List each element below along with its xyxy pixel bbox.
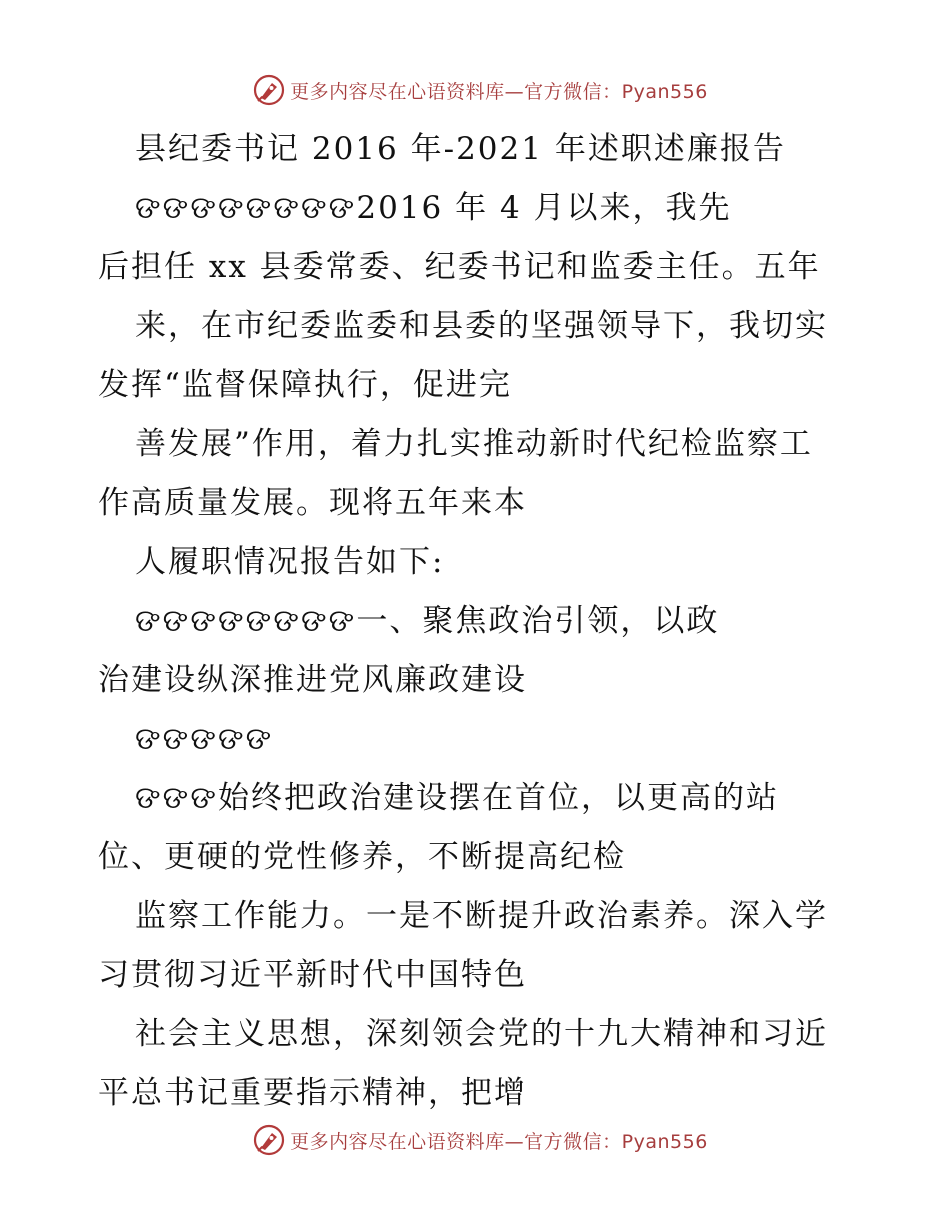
document-body [98, 120, 858, 1123]
document-line: 县纪委书记 2016 年-2021 年述职述廉报告 [135, 131, 786, 167]
document-line: 后担任 xx 县委常委、纪委书记和监委主任。五年 [98, 249, 821, 285]
document-line: 善发展”作用，着力扎实推动新时代纪检监察工 [135, 426, 813, 462]
watermark-text: 更多内容尽在心语资料库—官方微信：Pyan556 [290, 1130, 708, 1153]
document-line: ଙଙଙ始终把政治建设摆在首位，以更高的站 [135, 780, 780, 816]
document-line: 人履职情况报告如下: [135, 544, 445, 580]
document-line: 社会主义思想，深刻领会党的十九大精神和习近 [135, 1016, 828, 1052]
document-line: 监察工作能力。一是不断提升政治素养。深入学 [135, 898, 828, 934]
document-line: 治建设纵深推进党风廉政建设 [98, 662, 527, 698]
pen-nib-logo-icon [252, 73, 286, 107]
document-line: ଙଙଙଙଙଙଙଙ一、聚焦政治引领，以政 [135, 603, 720, 639]
watermark-text: 更多内容尽在心语资料库—官方微信：Pyan556 [290, 80, 708, 103]
document-line: ଙଙଙଙଙ [135, 721, 274, 757]
document-line: 位、更硬的党性修养，不断提高纪检 [98, 839, 626, 875]
document-line: 发挥“监督保障执行，促进完 [98, 367, 512, 403]
watermark-group [252, 1123, 708, 1157]
watermark-banner-bottom [0, 1120, 950, 1160]
document-line: 来，在市纪委监委和县委的坚强领导下，我切实 [135, 308, 828, 344]
watermark-banner-top [0, 70, 950, 110]
watermark-group [252, 73, 708, 107]
document-line: ଙଙଙଙଙଙଙଙ2016 年 4 月以来，我先 [135, 190, 732, 226]
document-line: 习贯彻习近平新时代中国特色 [98, 957, 527, 993]
pen-nib-logo-icon [252, 1123, 286, 1157]
document-line: 平总书记重要指示精神，把增 [98, 1075, 527, 1111]
document-line: 作高质量发展。现将五年来本 [98, 485, 527, 521]
